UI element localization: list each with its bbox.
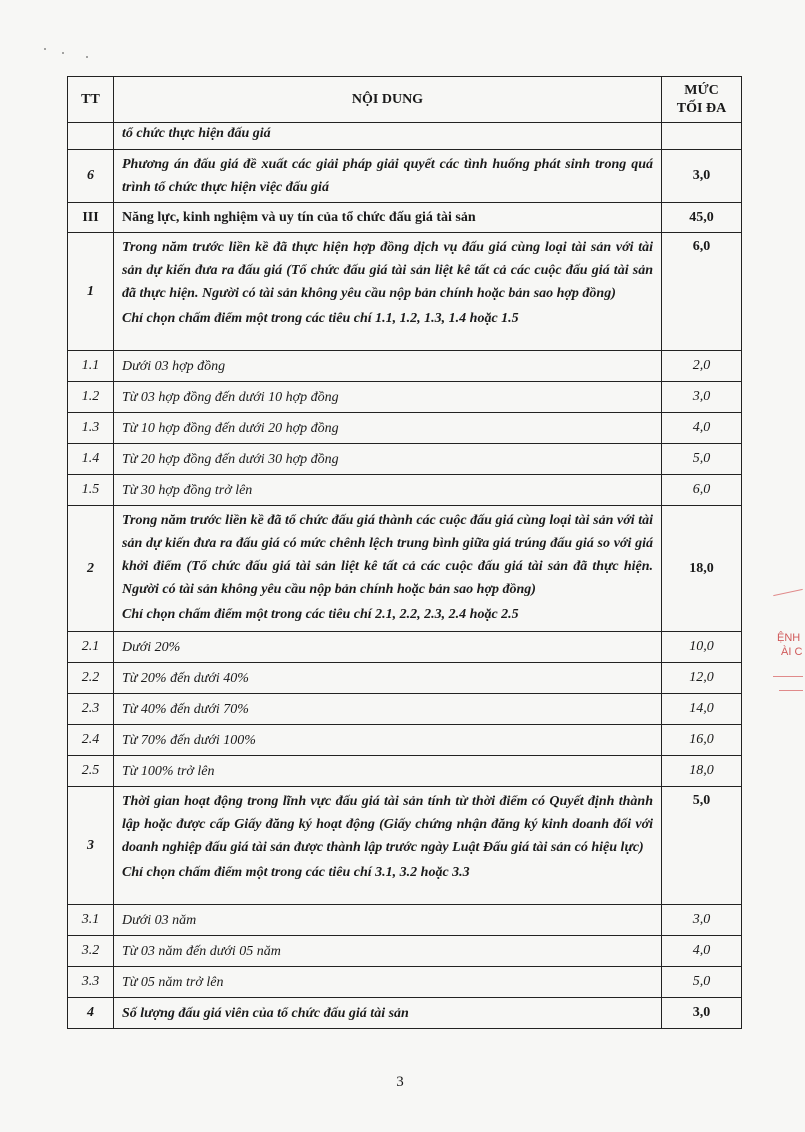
continuation-row bbox=[68, 123, 742, 150]
table-row bbox=[68, 475, 742, 506]
row-number: 2.1 bbox=[68, 632, 114, 663]
table-body bbox=[68, 150, 742, 1029]
criterion-note: Chỉ chọn chấm điểm một trong các tiêu chí 1.1, 1.2, 1.3, 1.4 hoặc 1.5 bbox=[122, 311, 519, 326]
row-content bbox=[114, 382, 662, 413]
max-score: 5,0 bbox=[662, 787, 742, 905]
criterion-text: Từ 70% đến dưới 100% bbox=[122, 732, 256, 748]
criterion-text: Trong năm trước liền kề đã tổ chức đấu giá thành các cuộc đấu giá cùng loại tài sản với tài sản dự kiến đưa ra đấu giá có mức chênh lệch trung bình giữa giá trúng đấu giá so với giá khởi điểm (Tổ chức đấu giá tài sản liệt kê tất cả các cuộc đấu giá tài sản đã thực hiện. Người có tài sản không yêu cầu nộp bản chính hoặc bản sao hợp đồng) bbox=[122, 513, 653, 597]
row-number: 2.2 bbox=[68, 663, 114, 694]
row-number: 3 bbox=[68, 787, 114, 905]
header-row bbox=[68, 77, 742, 123]
row-number: 2.5 bbox=[68, 756, 114, 787]
criterion-note: Chỉ chọn chấm điểm một trong các tiêu chí 2.1, 2.2, 2.3, 2.4 hoặc 2.5 bbox=[122, 607, 519, 622]
row-number: 1.1 bbox=[68, 351, 114, 382]
header-max-score bbox=[662, 77, 742, 123]
criterion-text: Từ 03 năm đến dưới 05 năm bbox=[122, 943, 281, 959]
row-number: 3.2 bbox=[68, 936, 114, 967]
row-number: III bbox=[68, 203, 114, 233]
row-content bbox=[114, 475, 662, 506]
table-row bbox=[68, 382, 742, 413]
criterion-text: Số lượng đấu giá viên của tổ chức đấu giá tài sản bbox=[122, 1005, 409, 1021]
criterion-text: Từ 10 hợp đồng đến dưới 20 hợp đồng bbox=[122, 420, 339, 436]
row-number: 1.2 bbox=[68, 382, 114, 413]
row-content bbox=[114, 233, 662, 351]
header-tt: TT bbox=[68, 77, 114, 123]
table-row bbox=[68, 506, 742, 632]
max-score: 5,0 bbox=[662, 967, 742, 998]
red-stamp-fragment bbox=[765, 584, 805, 694]
max-score: 6,0 bbox=[662, 475, 742, 506]
criteria-table bbox=[67, 76, 742, 1029]
criterion-text: Từ 100% trở lên bbox=[122, 763, 215, 779]
row-content bbox=[114, 967, 662, 998]
stamp-text-1: ỆNH bbox=[777, 632, 801, 644]
scan-speck bbox=[44, 48, 46, 50]
max-score: 3,0 bbox=[662, 905, 742, 936]
row-content bbox=[114, 444, 662, 475]
row-number: 1.5 bbox=[68, 475, 114, 506]
table-row bbox=[68, 936, 742, 967]
table-row bbox=[68, 967, 742, 998]
row-number: 1.4 bbox=[68, 444, 114, 475]
table-row bbox=[68, 351, 742, 382]
row-content bbox=[114, 150, 662, 203]
table-row bbox=[68, 905, 742, 936]
header-max-score-line1: MỨC bbox=[684, 82, 719, 98]
row-content bbox=[114, 694, 662, 725]
row-content bbox=[114, 506, 662, 632]
table-row bbox=[68, 632, 742, 663]
criterion-text: Từ 20 hợp đồng đến dưới 30 hợp đồng bbox=[122, 451, 339, 467]
table-row bbox=[68, 725, 742, 756]
criterion-text: Từ 40% đến dưới 70% bbox=[122, 701, 249, 717]
criterion-note: Chỉ chọn chấm điểm một trong các tiêu chí 3.1, 3.2 hoặc 3.3 bbox=[122, 865, 470, 880]
max-score: 2,0 bbox=[662, 351, 742, 382]
criterion-text: Dưới 03 năm bbox=[122, 912, 197, 928]
row-content bbox=[114, 413, 662, 444]
row-content bbox=[114, 905, 662, 936]
criterion-text: Dưới 20% bbox=[122, 639, 181, 655]
max-score: 45,0 bbox=[662, 203, 742, 233]
row-content bbox=[114, 351, 662, 382]
scan-speck bbox=[86, 56, 88, 58]
row-content bbox=[114, 632, 662, 663]
max-score: 3,0 bbox=[662, 998, 742, 1029]
table-row bbox=[68, 998, 742, 1029]
row-number: 6 bbox=[68, 150, 114, 203]
row-content bbox=[114, 203, 662, 233]
max-score: 16,0 bbox=[662, 725, 742, 756]
row-number: 3.1 bbox=[68, 905, 114, 936]
table-row bbox=[68, 756, 742, 787]
criterion-text: Năng lực, kinh nghiệm và uy tín của tổ chức đấu giá tài sản bbox=[122, 210, 476, 225]
row-number: 2 bbox=[68, 506, 114, 632]
max-score: 10,0 bbox=[662, 632, 742, 663]
criterion-text: Dưới 03 hợp đồng bbox=[122, 358, 226, 374]
table-row bbox=[68, 787, 742, 905]
row-content bbox=[114, 725, 662, 756]
max-score: 18,0 bbox=[662, 756, 742, 787]
criterion-text: Từ 20% đến dưới 40% bbox=[122, 670, 249, 686]
page-number: 3 bbox=[396, 1074, 404, 1090]
table-row bbox=[68, 233, 742, 351]
criterion-text: Thời gian hoạt động trong lĩnh vực đấu giá tài sản tính từ thời điểm có Quyết định thành lập hoặc được cấp Giấy đăng ký hoạt động (Giấy chứng nhận đăng ký kinh doanh đối với doanh nghiệp đấu giá tài sản được thành lập trước ngày Luật Đấu giá tài sản có hiệu lực) bbox=[122, 794, 653, 855]
table-row bbox=[68, 444, 742, 475]
criterion-text: Phương án đấu giá đề xuất các giải pháp giải quyết các tình huống phát sinh trong quá trình tổ chức thực hiện việc đấu giá bbox=[122, 157, 653, 195]
criterion-text: Trong năm trước liền kề đã thực hiện hợp đồng dịch vụ đấu giá cùng loại tài sản với tài sản dự kiến đưa ra đấu giá (Tổ chức đấu giá tài sản liệt kê tất cả các cuộc đấu giá tài sản đã thực hiện. Người có tài sản không yêu cầu nộp bản chính hoặc bản sao hợp đồng) bbox=[122, 240, 653, 301]
row-content bbox=[114, 998, 662, 1029]
max-score: 5,0 bbox=[662, 444, 742, 475]
row-number: 3.3 bbox=[68, 967, 114, 998]
max-score: 4,0 bbox=[662, 413, 742, 444]
row-content bbox=[114, 756, 662, 787]
max-score: 4,0 bbox=[662, 936, 742, 967]
scan-speck bbox=[62, 52, 64, 54]
table-row bbox=[68, 203, 742, 233]
max-score: 6,0 bbox=[662, 233, 742, 351]
table-row bbox=[68, 694, 742, 725]
criterion-text: Từ 03 hợp đồng đến dưới 10 hợp đồng bbox=[122, 389, 339, 405]
criterion-text: Từ 05 năm trở lên bbox=[122, 974, 224, 990]
header-content: NỘI DUNG bbox=[114, 77, 662, 123]
row-number: 2.4 bbox=[68, 725, 114, 756]
max-score: 18,0 bbox=[662, 506, 742, 632]
row-number: 4 bbox=[68, 998, 114, 1029]
header-max-score-line2: TỐI ĐA bbox=[676, 100, 727, 116]
table-row bbox=[68, 413, 742, 444]
stamp-text-2: ÀI C bbox=[781, 646, 803, 658]
max-score: 3,0 bbox=[662, 150, 742, 203]
criterion-text: Từ 30 hợp đồng trở lên bbox=[122, 482, 253, 498]
row-content bbox=[114, 663, 662, 694]
row-content bbox=[114, 787, 662, 905]
row-number: 1.3 bbox=[68, 413, 114, 444]
table-row bbox=[68, 150, 742, 203]
table-row bbox=[68, 663, 742, 694]
max-score: 3,0 bbox=[662, 382, 742, 413]
continuation-text: tổ chức thực hiện đấu giá bbox=[114, 123, 662, 150]
row-content bbox=[114, 936, 662, 967]
max-score: 12,0 bbox=[662, 663, 742, 694]
row-number: 2.3 bbox=[68, 694, 114, 725]
row-number: 1 bbox=[68, 233, 114, 351]
max-score: 14,0 bbox=[662, 694, 742, 725]
